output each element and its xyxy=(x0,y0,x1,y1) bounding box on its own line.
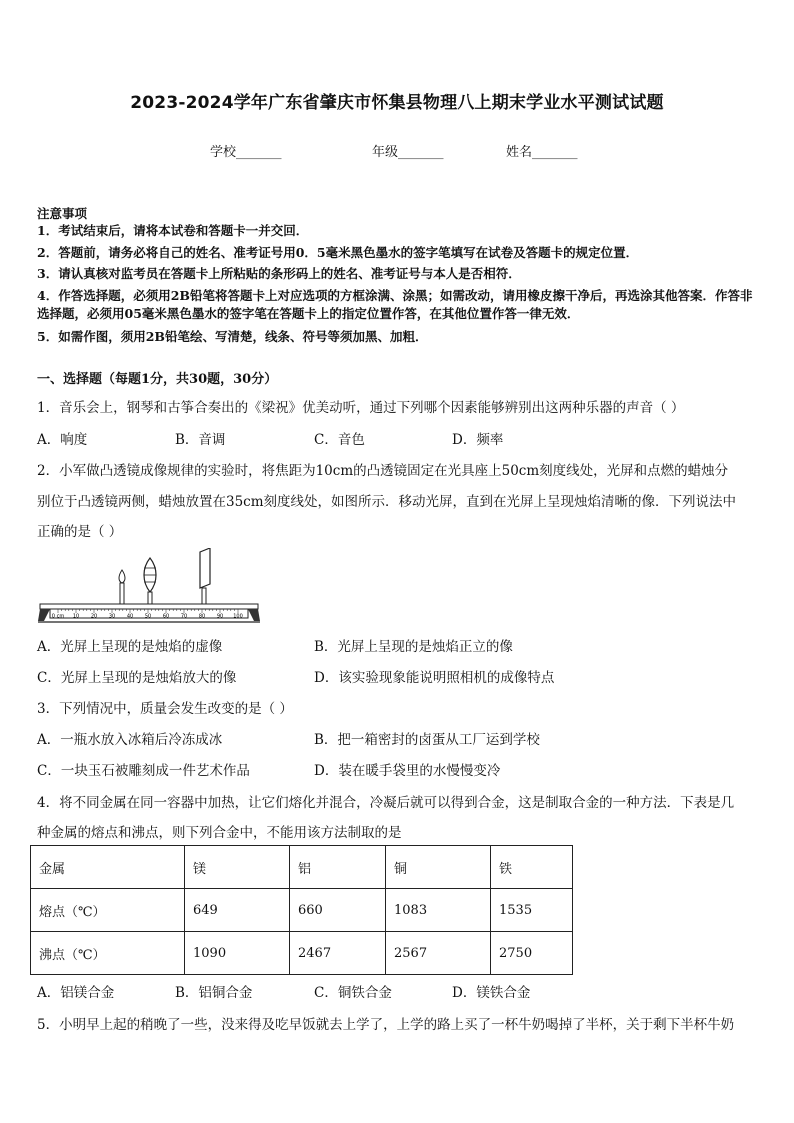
ruler-label: 20 xyxy=(90,613,98,620)
q3-option-b: B．把一箱密封的卤蛋从工厂运到学校 xyxy=(314,732,540,748)
ruler-label: 100 xyxy=(233,613,243,620)
question-4-line: 种金属的熔点和沸点，则下列合金中，不能用该方法制取的是 xyxy=(37,825,402,841)
table-cell: 1083 xyxy=(386,889,491,932)
ruler-label: 50 xyxy=(144,613,152,620)
ruler-label: 40 xyxy=(126,613,134,620)
q3-option-a: A．一瓶水放入冰箱后冷冻成冰 xyxy=(37,732,223,748)
note-item: 2．答题前，请务必将自己的姓名、准考证号用0．5毫米黑色墨水的签字笔填写在试卷及答题卡的规定位置． xyxy=(37,245,639,260)
light-screen-icon xyxy=(200,548,210,604)
question-5-line: 5．小明早上起的稍晚了一些，没来得及吃早饭就去上学了，上学的路上买了一杯牛奶喝掉了半杯，关于剩下半杯牛奶 xyxy=(37,1017,735,1033)
ruler-label: 10 xyxy=(72,613,80,620)
question-2-line: 2．小军做凸透镜成像规律的实验时，将焦距为10cm的凸透镜固定在光具座上50cm刻度线处，光屏和点燃的蜡烛分 xyxy=(37,463,729,479)
table-cell: 铜 xyxy=(386,846,491,889)
q2-option-b: B．光屏上呈现的是烛焰正立的像 xyxy=(314,639,513,655)
section-title: 一、选择题（每题1分，共30题，30分） xyxy=(37,372,278,387)
exam-title: 2023-2024学年广东省肇庆市怀集县物理八上期末学业水平测试试题 xyxy=(130,93,664,113)
q4-option-c: C．铜铁合金 xyxy=(314,985,392,1001)
q1-option-b: B．音调 xyxy=(175,432,226,448)
table-row xyxy=(31,932,573,975)
school-field: 学校_______ xyxy=(210,145,282,160)
table-cell: 金属 xyxy=(31,846,185,889)
table-cell: 沸点（℃） xyxy=(31,932,185,975)
table-cell: 镁 xyxy=(185,846,290,889)
question-2-line: 别位于凸透镜两侧，蜡烛放置在35cm刻度线处，如图所示．移动光屏，直到在光屏上呈现烛焰清晰的像．下列说法中 xyxy=(37,494,737,510)
q4-option-a: A．铝镁合金 xyxy=(37,985,115,1001)
q4-option-b: B．铝铜合金 xyxy=(175,985,253,1001)
note-item: 1．考试结束后，请将本试卷和答题卡一并交回． xyxy=(37,223,309,238)
table-cell: 铝 xyxy=(290,846,386,889)
q1-option-a: A．响度 xyxy=(37,432,88,448)
table-cell: 2567 xyxy=(386,932,491,975)
q1-option-d: D．频率 xyxy=(452,432,504,448)
q2-option-a: A．光屏上呈现的是烛焰的虚像 xyxy=(37,639,223,655)
question-3-stem: 3．下列情况中，质量会发生改变的是（ ） xyxy=(37,701,293,717)
table-cell: 1535 xyxy=(491,889,573,932)
q3-option-d: D．装在暖手袋里的水慢慢变冷 xyxy=(314,763,501,779)
ruler-label: 90 xyxy=(216,613,224,620)
q4-option-d: D．镁铁合金 xyxy=(452,985,531,1001)
q3-option-c: C．一块玉石被雕刻成一件艺术作品 xyxy=(37,763,250,779)
convex-lens-icon xyxy=(144,558,156,604)
question-1-stem: 1．音乐会上，钢琴和古筝合奏出的《梁祝》优美动听，通过下列哪个因素能够辨别出这两种乐器的声音（ ） xyxy=(37,400,685,416)
table-cell: 2750 xyxy=(491,932,573,975)
q2-option-c: C．光屏上呈现的是烛焰放大的像 xyxy=(37,670,237,686)
table-cell: 熔点（℃） xyxy=(31,889,185,932)
table-header-row xyxy=(31,846,573,889)
ruler-label: 30 xyxy=(108,613,116,620)
table-cell: 2467 xyxy=(290,932,386,975)
optical-bench-figure xyxy=(38,548,260,626)
table-cell: 649 xyxy=(185,889,290,932)
note-item: 3．请认真核对监考员在答题卡上所粘贴的条形码上的姓名、准考证号与本人是否相符． xyxy=(37,266,521,281)
table-row xyxy=(31,889,573,932)
note-item: 5．如需作图，须用2B铅笔绘、写清楚，线条、符号等须加黑、加粗． xyxy=(37,329,428,344)
q2-option-d: D．该实验现象能说明照相机的成像特点 xyxy=(314,670,555,686)
q1-option-c: C．音色 xyxy=(314,432,365,448)
table-cell: 铁 xyxy=(491,846,573,889)
name-field: 姓名_______ xyxy=(506,145,578,160)
metal-properties-table xyxy=(30,845,573,975)
ruler-label: 80 xyxy=(198,613,206,620)
note-item: 4．作答选择题，必须用2B铅笔将答题卡上对应选项的方框涂满、涂黑；如需改动，请用橡皮擦干净后，再选涂其他答案．作答非选择题，必须用05毫米黑色墨水的签字笔在答题卡上的指定位置作答，在其他位置作答一律无效． xyxy=(37,288,753,321)
table-cell: 660 xyxy=(290,889,386,932)
notes-heading: 注意事项 xyxy=(37,206,88,221)
grade-field: 年级_______ xyxy=(372,145,444,160)
ruler-label: 70 xyxy=(180,613,188,620)
ruler-label: 60 xyxy=(162,613,170,620)
table-cell: 1090 xyxy=(185,932,290,975)
candle-icon xyxy=(119,570,125,604)
question-4-line: 4．将不同金属在同一容器中加热，让它们熔化并混合，冷凝后就可以得到合金，这是制取合金的一种方法．下表是几 xyxy=(37,795,735,811)
question-2-line: 正确的是（ ） xyxy=(37,524,123,540)
ruler-label: 0 cm xyxy=(51,613,65,620)
